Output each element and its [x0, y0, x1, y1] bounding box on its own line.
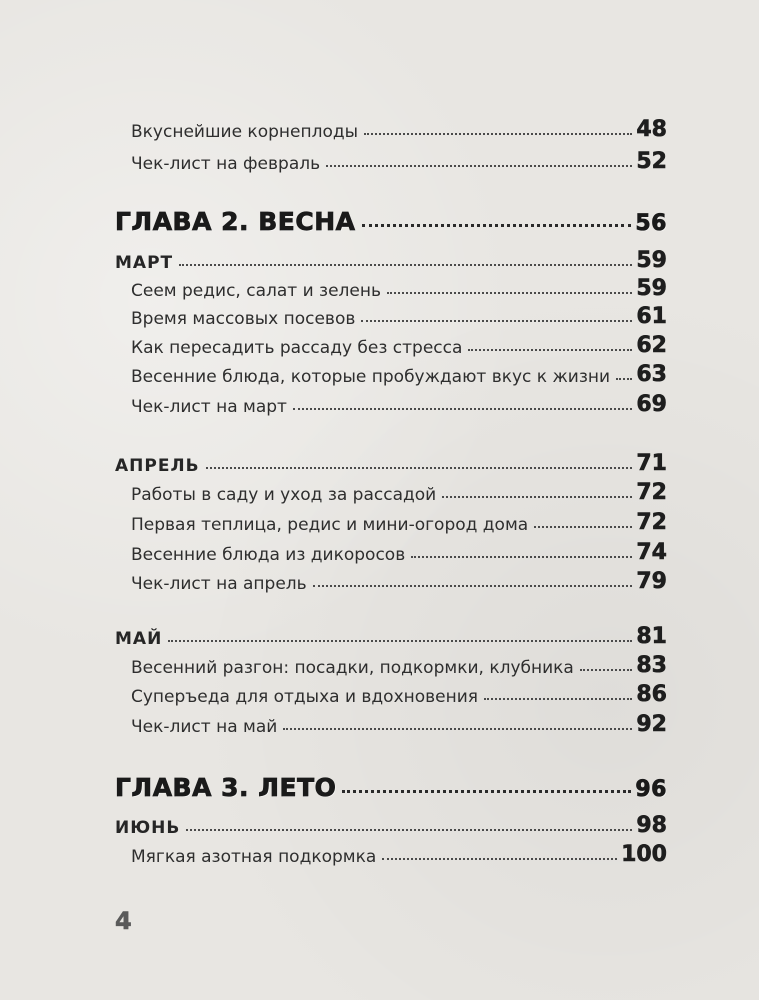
entry-title: Весенние блюда из дикоросов: [131, 545, 406, 565]
entry-page: 69: [636, 392, 667, 417]
toc-entry[interactable]: [131, 385, 667, 417]
page-number: 4: [115, 907, 132, 935]
entry-page: 92: [636, 712, 667, 737]
entry-page: 62: [636, 333, 667, 358]
toc-month[interactable]: [115, 806, 667, 838]
entry-page: 63: [636, 362, 667, 387]
entry-title: Мягкая азотная подкормка: [131, 847, 377, 867]
entry-page: 52: [636, 149, 667, 174]
dot-leader: [411, 556, 632, 558]
entry-title: Суперъеда для отдыха и вдохновения: [131, 687, 479, 707]
dot-leader: [468, 349, 632, 351]
entry-title: Весенний разгон: посадки, подкормки, клубника: [131, 658, 574, 678]
entry-title: Как пересадить рассаду без стресса: [131, 338, 463, 358]
month-page: 98: [636, 813, 667, 838]
dot-leader: [442, 496, 632, 498]
chapter-page: 96: [635, 777, 667, 802]
chapter-title: ГЛАВА 2. ВЕСНА: [115, 207, 356, 236]
entry-page: 72: [636, 480, 667, 505]
month-title: МАЙ: [115, 629, 163, 649]
dot-leader: [387, 292, 632, 294]
entry-page: 100: [621, 842, 667, 867]
toc-entry[interactable]: [131, 533, 667, 565]
entry-title: Первая теплица, редис и мини-огород дома: [131, 515, 529, 535]
toc-entry[interactable]: [131, 835, 667, 867]
dot-leader: [186, 829, 632, 831]
dot-leader: [313, 585, 633, 587]
toc-entry[interactable]: [131, 646, 667, 678]
entry-page: 79: [636, 569, 667, 594]
entry-page: 86: [636, 682, 667, 707]
month-title: МАРТ: [115, 253, 174, 273]
dot-leader: [168, 640, 632, 642]
dot-leader: [362, 224, 632, 227]
month-page: 71: [636, 451, 667, 476]
entry-title: Время массовых посевов: [131, 309, 356, 329]
dot-leader: [293, 408, 632, 410]
toc-chapter[interactable]: [115, 196, 667, 236]
entry-title: Чек-лист на май: [131, 717, 278, 737]
toc-entry[interactable]: [131, 675, 667, 707]
dot-leader: [326, 165, 632, 167]
entry-title: Весенние блюда, которые пробуждают вкус к жизни: [131, 367, 611, 387]
dot-leader: [484, 698, 632, 700]
dot-leader: [580, 669, 633, 671]
entry-page: 83: [636, 653, 667, 678]
toc-chapter[interactable]: [115, 762, 667, 802]
entry-title: Чек-лист на февраль: [131, 154, 321, 174]
entry-title: Чек-лист на апрель: [131, 574, 307, 594]
dot-leader: [616, 378, 632, 380]
toc-month[interactable]: [115, 617, 667, 649]
toc-entry[interactable]: [131, 110, 667, 142]
dot-leader: [382, 858, 617, 860]
toc-entry[interactable]: [131, 142, 667, 174]
month-page: 81: [636, 624, 667, 649]
dot-leader: [206, 467, 633, 469]
chapter-page: 56: [635, 211, 667, 236]
entry-title: Работы в саду и уход за рассадой: [131, 485, 437, 505]
dot-leader: [361, 320, 632, 322]
toc-entry[interactable]: [131, 705, 667, 737]
toc-entry[interactable]: [131, 503, 667, 535]
toc-entry[interactable]: [131, 297, 667, 329]
chapter-title: ГЛАВА 3. ЛЕТО: [115, 773, 337, 802]
entry-page: 74: [636, 540, 667, 565]
toc-month[interactable]: [115, 444, 667, 476]
toc-entry[interactable]: [131, 326, 667, 358]
month-title: АПРЕЛЬ: [115, 456, 200, 476]
dot-leader: [283, 728, 632, 730]
entry-title: Сеем редис, салат и зелень: [131, 281, 381, 301]
entry-title: Чек-лист на март: [131, 397, 287, 417]
dot-leader: [179, 264, 632, 266]
entry-page: 61: [636, 304, 667, 329]
toc-entry[interactable]: [131, 473, 667, 505]
dot-leader: [364, 133, 632, 135]
toc-entry[interactable]: [131, 562, 667, 594]
entry-title: Вкуснейшие корнеплоды: [131, 122, 359, 142]
dot-leader: [534, 526, 632, 528]
month-title: ИЮНЬ: [115, 818, 181, 838]
toc-entry[interactable]: [131, 355, 667, 387]
entry-page: 48: [636, 117, 667, 142]
dot-leader: [342, 790, 631, 793]
entry-page: 59: [636, 276, 667, 301]
month-page: 59: [636, 248, 667, 273]
entry-page: 72: [636, 510, 667, 535]
